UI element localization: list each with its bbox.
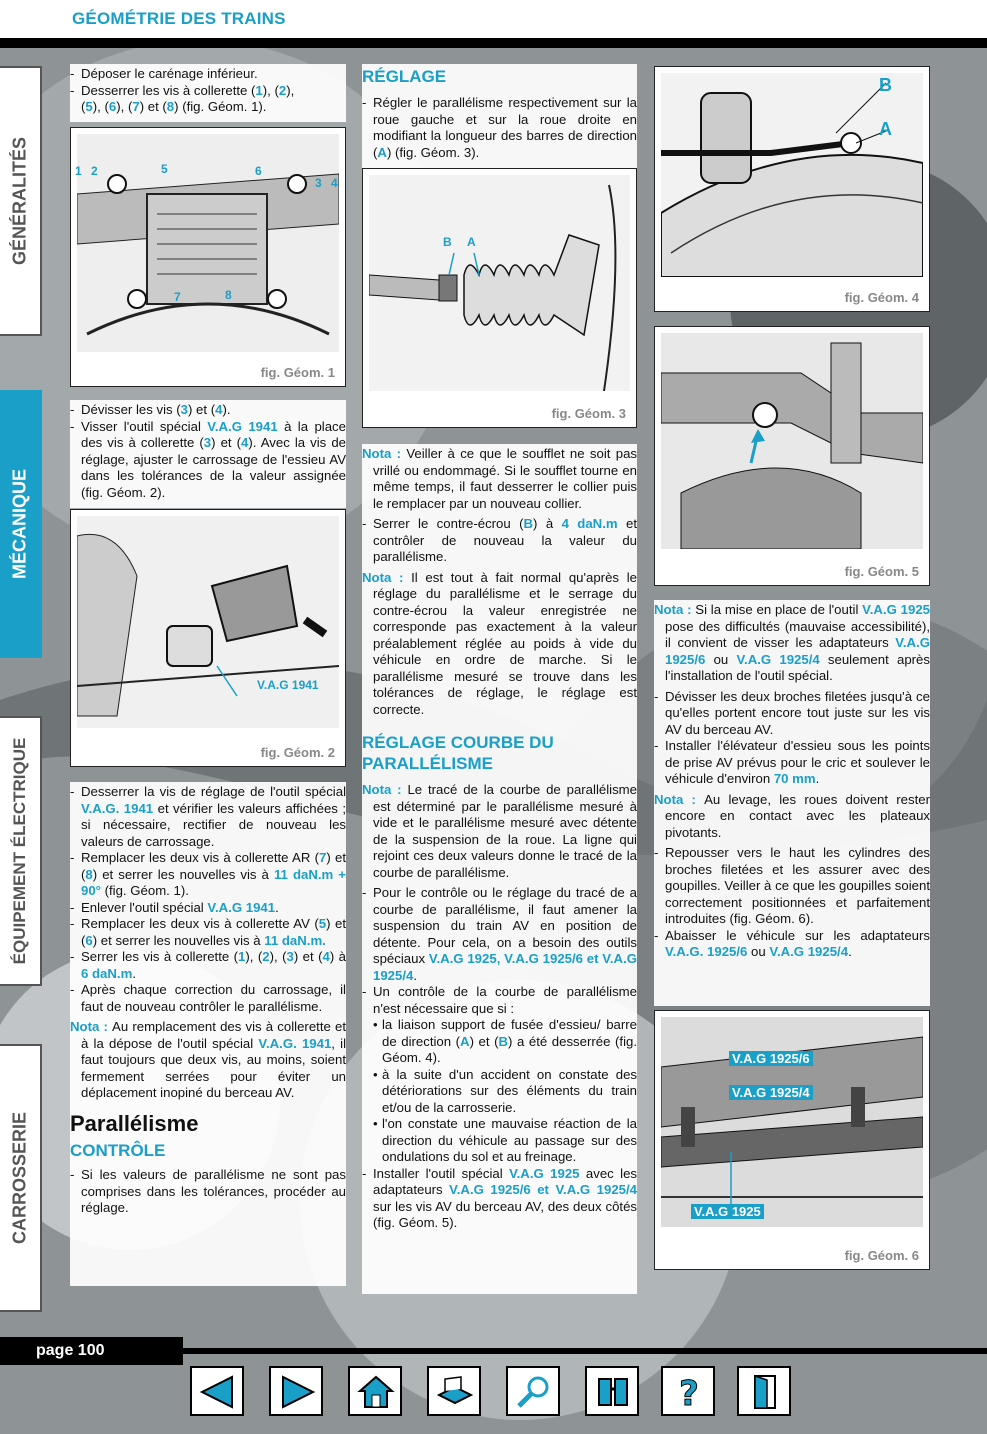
figure-geom-1 — [70, 127, 346, 387]
front-axle-cradle-illustration — [77, 134, 339, 352]
figure-caption: fig. Géom. 4 — [844, 290, 919, 305]
axle-lift-tool-illustration — [661, 1017, 923, 1227]
print-icon — [435, 1373, 475, 1411]
figure-geom-3 — [362, 168, 637, 428]
tab-label: MÉCANIQUE — [9, 468, 30, 580]
step: - Remplacer les deux vis à collerette AV (5) et (6) et serrer les nouvelles vis à 11 daN.m. — [70, 916, 346, 949]
help-icon — [669, 1373, 709, 1411]
bullet: • l'on constate une mauvaise réaction de la direction du véhicule au passage sur des ondulations du sol et au freinage. — [362, 1116, 637, 1166]
subsection-title-controle: CONTRÔLE — [70, 1141, 166, 1160]
prev-icon — [198, 1373, 238, 1411]
nota: Nota : Veiller à ce que le soufflet ne soit pas vrillé ou endommagé. Si le soufflet tourne en même temps, il faut desserrer le collier puis le remplacer par un nouveau collier. — [362, 446, 637, 511]
step: - Installer l'élévateur d'essieu sous les points de prise AV prévus pour le cric et soulever le véhicule d'environ 70 mm. — [654, 738, 930, 788]
nota: Nota : Il est tout à fait normal qu'après le réglage du parallélisme et le serrage du contre-écrou la valeur enregistrée ne corresponde pas exactement à la valeur préalablement réglée au poids à vide du véhicule en ordre de marche. Si le parallélisme mesuré se trouve dans les tolérances de réglage, le réglage est correcte. — [362, 569, 637, 717]
step: - Repousser vers le haut les cylindres des broches filetées et les assurer avec des goupilles. Veiller à ce que les goupilles soient correctement positionnées et parfaitement introduites (fig. Géom. 6). — [654, 845, 930, 928]
step: - Déposer le carénage inférieur. — [70, 66, 346, 83]
step: - Installer l'outil spécial V.A.G 1925 avec les adaptateurs V.A.G 1925/6 et V.A.G 1925/4 sur les vis AV du berceau AV, des deux côtés (fig. Géom. 5). — [362, 1166, 637, 1232]
tool-label: V.A.G 1941 — [257, 678, 319, 692]
subsection-title-courbe: RÉGLAGE COURBE DU PARALLÉLISME — [362, 733, 554, 773]
tab-mecanique[interactable] — [0, 390, 42, 658]
tab-carrosserie[interactable] — [0, 1044, 42, 1312]
nota: Nota : Au remplacement des vis à collerette et à la dépose de l'outil spécial V.A.G. 1941, il faut toujours que deux vis, au moins, soient fermement serrées pour éviter un déplacement inopiné du berceau AV. — [70, 1019, 346, 1100]
index-icon — [593, 1373, 633, 1411]
figure-geom-5 — [654, 326, 930, 586]
step: - Remplacer les deux vis à collerette AR (7) et (8) et serrer les nouvelles vis à 11 daN.m + 90° (fig. Géom. 1). — [70, 850, 346, 900]
callout-6: 6 — [255, 164, 262, 178]
step: - Si les valeurs de parallélisme ne sont pas comprises dans les tolérances, procéder au réglage. — [70, 1167, 346, 1217]
column-2-top — [362, 64, 637, 168]
callout-7: 7 — [174, 290, 181, 304]
callout-b: B — [879, 75, 892, 95]
next-icon — [277, 1373, 317, 1411]
print-button[interactable] — [427, 1366, 481, 1416]
prev-button[interactable] — [190, 1366, 244, 1416]
search-icon — [514, 1373, 554, 1411]
footer-rule — [183, 1348, 987, 1354]
callout-8: 8 — [225, 288, 232, 302]
step: - Régler le parallélisme respectivement sur la roue gauche et sur la roue droite en modifiant la longueur des barres de direction (A) (fig. Géom. 3). — [362, 95, 637, 161]
step: - Desserrer les vis à collerette (1), (2), (5), (6), (7) et (8) (fig. Géom. 1). — [70, 83, 346, 116]
step: - Dévisser les vis (3) et (4). — [70, 402, 346, 419]
figure-caption: fig. Géom. 1 — [260, 365, 335, 380]
column-1-steps-a — [70, 400, 346, 508]
tab-equipement-electrique[interactable] — [0, 716, 42, 986]
figure-caption: fig. Géom. 2 — [260, 745, 335, 760]
figure-caption: fig. Géom. 3 — [551, 406, 626, 421]
search-button[interactable] — [506, 1366, 560, 1416]
figure-geom-4 — [654, 66, 930, 312]
header — [0, 0, 987, 38]
tool-label-1925-4: V.A.G 1925/4 — [729, 1085, 813, 1100]
step: - Visser l'outil spécial V.A.G 1941 à la place des vis à collerette (3) et (4). Avec la vis de réglage, ajuster le carrossage de l'essieu AV dans les tolérances de la valeur assignée (fig. Géom. 2). — [70, 419, 346, 502]
figure-geom-2 — [70, 509, 346, 767]
callout-2: 2 — [91, 164, 98, 178]
figure-geom-6 — [654, 1010, 930, 1270]
tab-label: GÉNÉRALITÉS — [9, 136, 30, 266]
bullet: • la liaison support de fusée d'essieu/ barre de direction (A) et (B) a été desserrée (fig. Géom. 4). — [362, 1017, 637, 1067]
nota: Nota : Le tracé de la courbe de parallélisme est déterminé par le parallélisme mesuré à vide et le parallélisme mesuré avec détente de la suspension de la roue. La ligne qui rejoint ces deux valeurs donne le tracé de la courbe de parallélisme. — [362, 782, 637, 880]
nota: Nota : Si la mise en place de l'outil V.A.G 1925 pose des difficultés (mauvaise accessibilité), il convient de visser les adaptateurs V.A.G 1925/6 ou V.A.G 1925/4 seulement après l'installation de l'outil spécial. — [654, 602, 930, 683]
column-3-body — [654, 600, 930, 1006]
step: - Serrer le contre-écrou (B) à 4 daN.m et contrôler de nouveau la valeur du parallélisme. — [362, 516, 637, 566]
step: - Après chaque correction du carrossage, il faut de nouveau contrôler le parallélisme. — [70, 982, 346, 1015]
tool-label-1925-6: V.A.G 1925/6 — [729, 1051, 813, 1066]
step: - Abaisser le véhicule sur les adaptateurs V.A.G. 1925/6 ou V.A.G 1925/4. — [654, 928, 930, 961]
section-title-parallelisme: Parallélisme — [70, 1110, 199, 1136]
callout-a: A — [467, 235, 476, 249]
column-1-steps-b — [70, 782, 346, 1286]
figure-caption: fig. Géom. 5 — [844, 564, 919, 579]
page-number: page 100 — [36, 1342, 105, 1359]
page-number-bar — [0, 1337, 183, 1365]
column-2-body — [362, 444, 637, 1294]
svg-text:?: ? — [679, 1374, 699, 1411]
subsection-title-reglage: RÉGLAGE — [362, 67, 447, 86]
step: - Serrer les vis à collerette (1), (2), (3) et (4) à 6 daN.m. — [70, 949, 346, 982]
exit-icon — [745, 1373, 785, 1411]
tool-label-1925: V.A.G 1925 — [691, 1204, 764, 1219]
step: - Pour le contrôle ou le réglage du tracé de a courbe de parallélisme, il faut amener la suspension du train AV en position de détente. Pour cela, on a besoin des outils spéciaux V.A.G 1925, V.A.G 1925/6 et V.A.G 1925/4. — [362, 885, 637, 984]
callout-5: 5 — [161, 162, 168, 176]
column-1-top — [70, 64, 346, 122]
page-title: GÉOMÉTRIE DES TRAINS — [72, 9, 286, 28]
home-icon — [356, 1373, 396, 1411]
figure-caption: fig. Géom. 6 — [844, 1248, 919, 1263]
step: - Un contrôle de la courbe de parallélisme n'est nécessaire que si : — [362, 984, 637, 1017]
header-rule — [0, 38, 987, 48]
exit-button[interactable] — [737, 1366, 791, 1416]
nota: Nota : Au levage, les roues doivent rester encore en contact avec les plateaux pivotants. — [654, 791, 930, 840]
callout-a: A — [879, 119, 892, 139]
callout-b: B — [443, 235, 452, 249]
index-button[interactable] — [585, 1366, 639, 1416]
step: - Desserrer la vis de réglage de l'outil spécial V.A.G. 1941 et vérifier les valeurs affichées ; si nécessaire, rectifier de nouveau les valeurs de carrossage. — [70, 784, 346, 850]
next-button[interactable] — [269, 1366, 323, 1416]
step: - Dévisser les deux broches filetées jusqu'à ce qu'elles portent encore tout juste sur les vis AV du berceau AV. — [654, 689, 930, 739]
home-button[interactable] — [348, 1366, 402, 1416]
tab-label: ÉQUIPEMENT ÉLECTRIQUE — [10, 737, 29, 965]
front-cradle-bolt-illustration — [661, 333, 923, 549]
help-button[interactable] — [661, 1366, 715, 1416]
camber-tool-illustration — [77, 516, 339, 728]
steering-knuckle-illustration — [661, 73, 923, 277]
tab-label: CARROSSERIE — [9, 1111, 30, 1245]
step: - Enlever l'outil spécial V.A.G 1941. — [70, 900, 346, 917]
callout-4: 4 — [331, 176, 338, 190]
tie-rod-boot-illustration — [369, 175, 630, 391]
callout-1: 1 — [75, 164, 82, 178]
callout-3: 3 — [315, 176, 322, 190]
tab-generalites[interactable] — [0, 66, 42, 336]
bullet: • à la suite d'un accident on constate des détériorations sur des éléments du train et/ou de la carrosserie. — [362, 1067, 637, 1117]
